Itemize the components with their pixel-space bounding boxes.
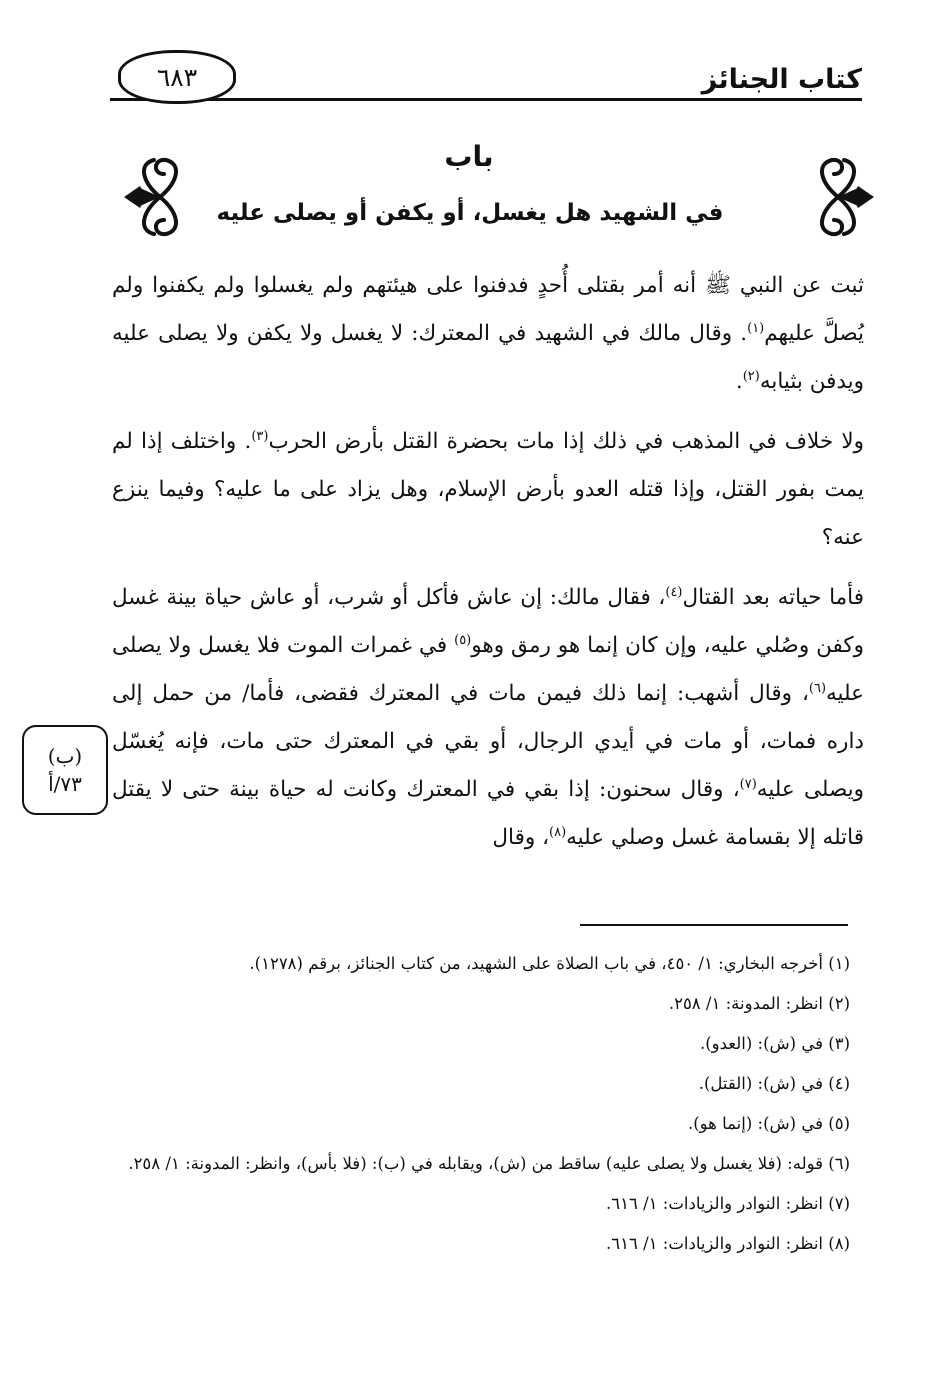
page-number: ٦٨٣ [156,62,198,92]
text-run: ثبت عن النبي ﷺ أنه أمر بقتلى أُحدٍ فدفنوا على هيئتهم ولم يغسلوا ولم يكفنوا ولم يُصلَّ عليهم [112,273,864,346]
footnote-ref: (١) [747,320,765,336]
chapter-title: في الشهيد هل يغسل، أو يكفن أو يصلى عليه [216,200,724,226]
header-rule [110,98,862,101]
footnote: (٤) في (ش): (القتل). [698,1074,850,1093]
text-run: ولا خلاف في المذهب في ذلك إذا مات بحضرة القتل بأرض الحرب [268,429,864,454]
text-run: فأما حياته بعد القتال [682,585,864,610]
footnotes [110,944,850,1264]
footnote-divider [580,924,848,926]
footnote: (٧) انظر: النوادر والزيادات: ١/ ٦١٦. [606,1194,850,1213]
ornament-right-icon [798,152,878,242]
text-run: . واختلف إذا لم يمت بفور القتل، وإذا قتله العدو بأرض الإسلام، وهل يزاد على ما عليه؟ وفيما ينزع عنه؟ [112,429,864,550]
text-run: ، وقال [492,825,550,850]
footnote: (٦) قوله: (فلا يغسل ولا يصلى عليه) ساقط من (ش)، ويقابله في (ب): (فلا بأس)، وانظر: المدونة: ١/ ٢٥٨. [128,1154,850,1173]
footnote-ref: (٨) [549,824,567,840]
paragraph-2 [112,418,864,562]
footnote: (٥) في (ش): (إنما هو). [687,1114,850,1133]
text-run: . وقال مالك في الشهيد في المعترك: لا يغسل ولا يكفن ولا يصلى عليه ويدفن بثيابه [112,321,864,394]
margin-note-line2: ٧٣/أ [48,772,82,796]
running-header [110,50,862,120]
manuscript-margin-note [22,725,108,815]
text-run: ، فقال مالك: إن عاش فأكل أو شرب، أو عاش حياة بينة غسل وكفن وصُلي عليه، وإن كان إنما هو رمق وهو [112,585,865,658]
paragraph-3 [112,574,864,862]
footnote-ref: (٢) [742,368,760,384]
chapter-label: باب [444,140,494,173]
footnote: (٣) في (ش): (العدو). [699,1034,850,1053]
footnote-ref: (٦) [808,680,827,696]
book-title: كتاب الجنائز [701,64,862,95]
footnote: (١) أخرجه البخاري: ١/ ٤٥٠، في باب الصلاة على الشهيد، من كتاب الجنائز، برقم (١٢٧٨). [249,954,850,973]
text-run: ، وقال أشهب: إنما ذلك فيمن مات في المعترك فقضى، فأما/ من حمل إلى داره فمات، أو مات في أيدي الرجال، أو بقي في المعترك حتى مات، فإنه يُغسّل ويصلى عليه [112,681,864,802]
text-run: في غمرات الموت فلا يغسل ولا يصلى عليه [112,633,864,706]
margin-note-line1: (ب) [47,744,83,768]
text-run: ، وقال سحنون: إذا بقي في المعترك وكانت له حياة بينة حتى لا يقتل قاتله إلا بقسامة غسل وصلي عليه [112,777,864,850]
body-text [112,262,864,862]
paragraph-1 [112,262,864,406]
text-run: . [735,369,743,394]
page-number-oval [118,50,236,104]
footnote: (٨) انظر: النوادر والزيادات: ١/ ٦١٦. [606,1234,850,1253]
ornament-left-icon [120,152,200,242]
footnote-ref: (٣) [251,428,269,444]
footnote-ref: (٧) [739,776,757,792]
footnote-ref: (٤) [665,584,683,600]
footnote-ref: (٥) [454,632,472,648]
footnote: (٢) انظر: المدونة: ١/ ٢٥٨. [668,994,850,1013]
